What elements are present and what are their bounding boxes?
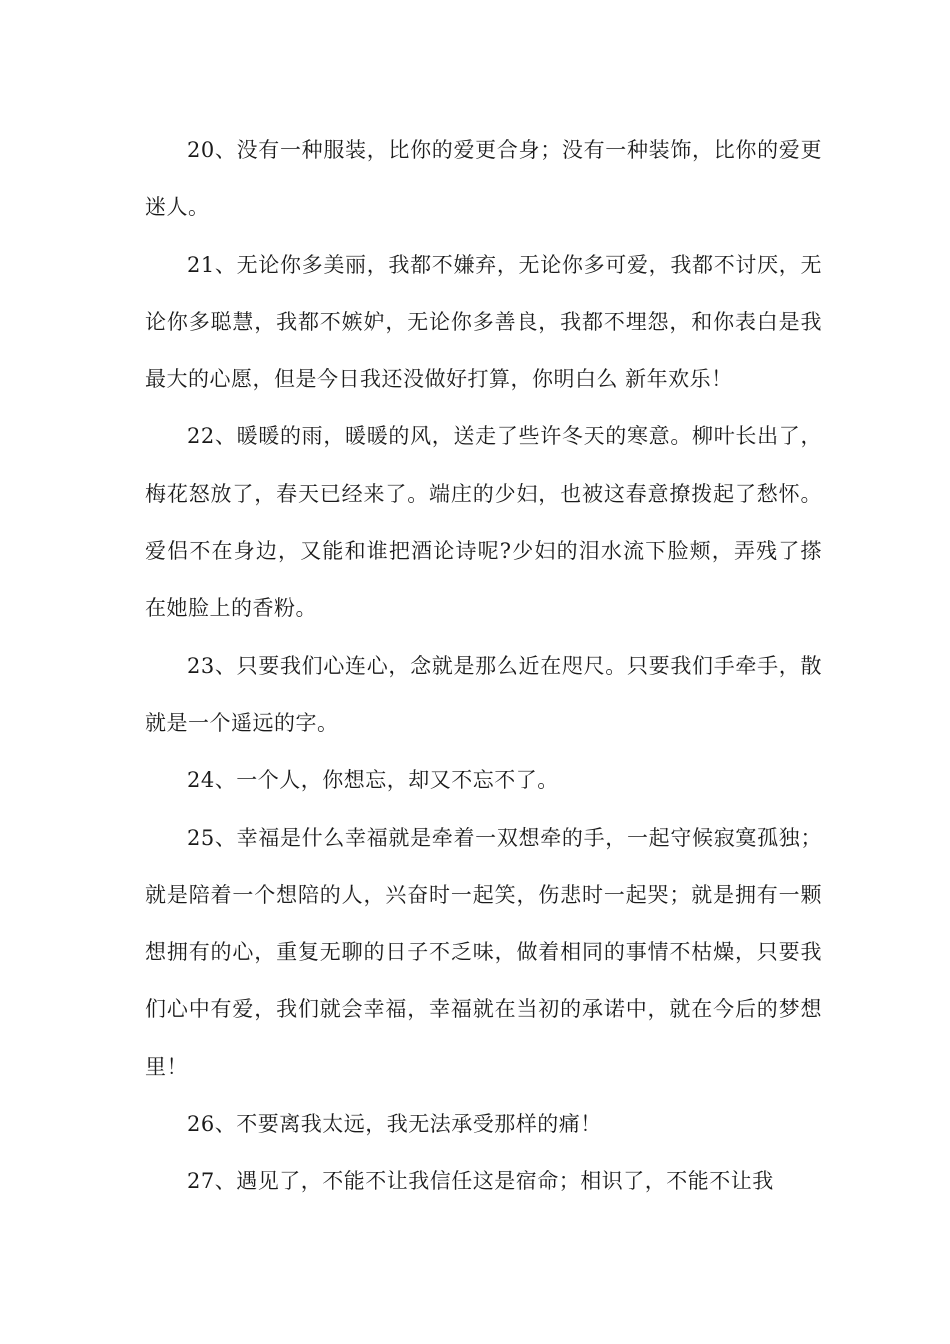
paragraph-23: 23、只要我们心连心，念就是那么近在咫尺。只要我们手牵手，散就是一个遥远的字。 (145, 653, 822, 735)
paragraph-26: 26、不要离我太远，我无法承受那样的痛！ (187, 1112, 602, 1137)
paragraph-25: 25、幸福是什么幸福就是牵着一双想牵的手，一起守候寂寞孤独；就是陪着一个想陪的人，兴奋时一起笑，伤悲时一起哭；就是拥有一颗想拥有的心，重复无聊的日子不乏味，做着相同的事情不枯燥，只要我们心中有爱，我们就会幸福，幸福就在当初的承诺中，就在今后的梦想里！ (145, 825, 822, 1079)
paragraph-22: 22、暖暖的雨，暖暖的风，送走了些许冬天的寒意。柳叶长出了，梅花怒放了，春天已经来了。端庄的少妇，也被这春意撩拨起了愁怀。爱侣不在身边，又能和谁把酒论诗呢?少妇的泪水流下脸颊，弄残了搽在她脸上的香粉。 (145, 424, 822, 621)
document-body (145, 122, 822, 1211)
paragraph-21: 21、无论你多美丽，我都不嫌弃，无论你多可爱，我都不讨厌，无论你多聪慧，我都不嫉妒，无论你多善良，我都不埋怨，和你表白是我最大的心愿，但是今日我还没做好打算，你明白么 新年欢乐！ (145, 252, 822, 392)
paragraph-24: 24、一个人，你想忘，却又不忘不了。 (187, 768, 559, 793)
paragraph-20: 20、没有一种服装，比你的爱更合身；没有一种装饰，比你的爱更迷人。 (145, 138, 822, 220)
paragraph-27: 27、遇见了，不能不让我信任这是宿命；相识了，不能不让我 (187, 1169, 774, 1194)
